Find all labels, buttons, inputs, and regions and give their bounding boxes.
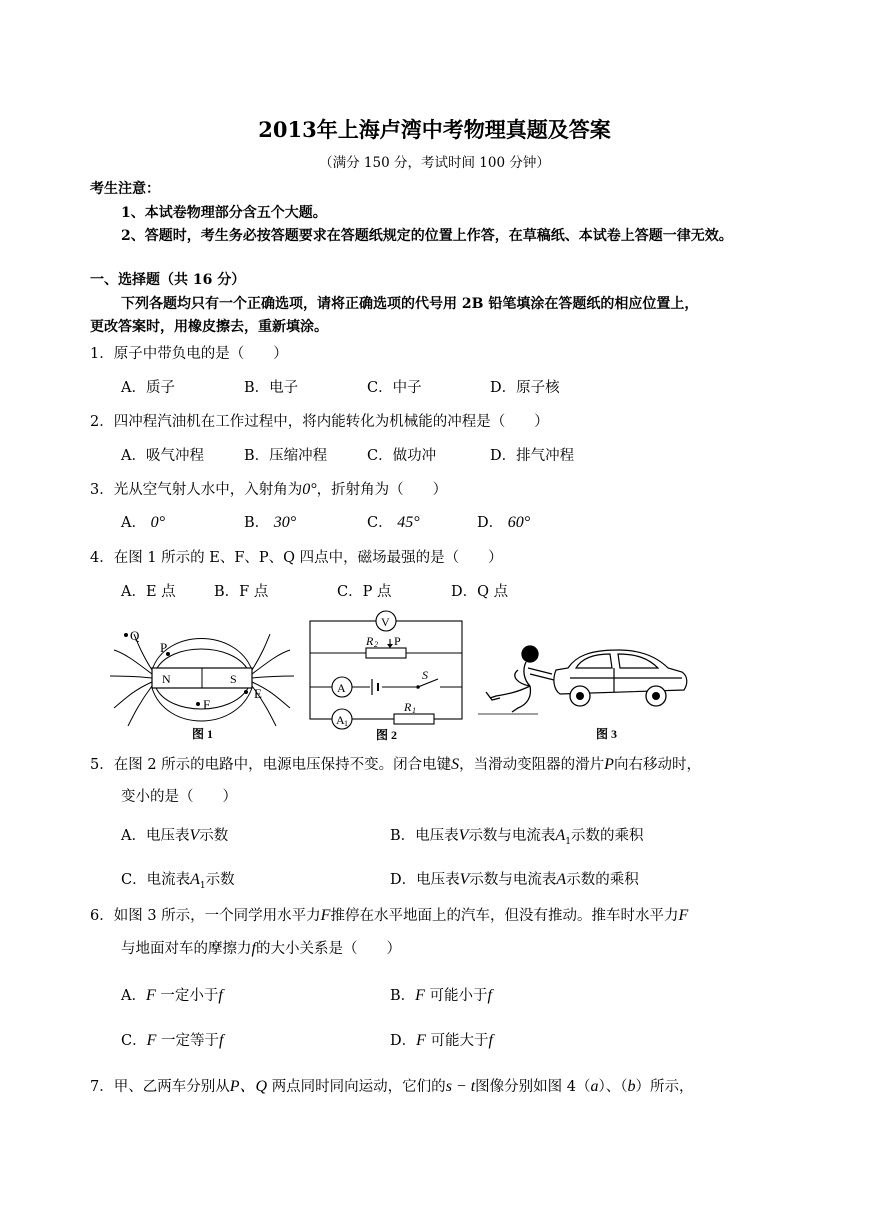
q7-text-5: ）所示，	[635, 1079, 694, 1095]
q5-option-a	[121, 824, 228, 845]
fig2-switch-label: S	[422, 668, 428, 682]
fig2-voltmeter-label: V	[381, 615, 390, 629]
fig1-label-n: N	[162, 672, 171, 686]
fig2-r1-label: R	[404, 700, 412, 714]
q6-optD-friction: f	[488, 1032, 493, 1049]
fig2-r2-label: R	[366, 634, 374, 648]
q4-option-b: B．F 点	[214, 584, 269, 600]
q3-stem-suffix: ，折射角为（ ）	[316, 482, 448, 498]
figure-2-circuit	[300, 605, 470, 743]
question-5-line-2: 变小的是（ ）	[121, 789, 237, 805]
q6-text-2: 推停在水平地面上的汽车，但没有推动。推车时水平力	[330, 908, 679, 924]
q5-var-p: P	[604, 756, 614, 773]
q3-option-c	[367, 511, 420, 532]
q6-option-d	[390, 1029, 493, 1050]
q7-var-st: s − t	[445, 1078, 476, 1095]
q2-option-a: A．吸气冲程	[121, 448, 204, 464]
q5-optB-text-1: B．电压表	[390, 828, 459, 844]
question-4-stem: 4．在图 1 所示的 E、F、P、Q 四点中，磁场最强的是（ ）	[90, 550, 503, 566]
q6-optC-label: C．	[121, 1033, 147, 1049]
q3-option-b-label: B．	[244, 515, 270, 531]
question-6-line-1	[90, 904, 688, 925]
q5-optB-var-a: A	[555, 827, 566, 844]
q5-optA-text-2: 示数	[199, 828, 229, 844]
q6-var-friction: f	[251, 940, 256, 957]
q5-text-3: 向右移动时，	[613, 757, 701, 773]
q5-optD-text-1: D．电压表	[390, 872, 460, 888]
q6-optB-label: B．	[390, 988, 416, 1004]
q5-optC-var-a: A	[190, 871, 200, 888]
section-heading: 一、选择题（共 16 分）	[90, 272, 246, 288]
q7-var-b: b	[627, 1078, 636, 1095]
q3-option-a-label: A．	[121, 515, 146, 531]
page-subtitle: （满分 150 分，考试时间 100 分钟）	[319, 155, 550, 171]
q7-var-a: a	[590, 1078, 599, 1095]
q5-option-c	[121, 868, 235, 891]
q3-option-d-value: 60°	[507, 514, 531, 531]
q6-var-f2: F	[678, 907, 689, 924]
page-title: 2013年上海卢湾中考物理真题及答案	[258, 117, 611, 142]
question-6-line-2	[121, 937, 401, 958]
fig1-label-s: S	[230, 672, 237, 686]
q1-option-d: D．原子核	[490, 380, 560, 396]
q3-option-b-value: 30°	[273, 514, 297, 531]
question-2-stem: 2．四冲程汽油机在工作过程中，将内能转化为机械能的冲程是（ ）	[90, 414, 549, 430]
q3-option-b	[244, 511, 296, 532]
q7-var-pq: P、Q	[229, 1078, 268, 1095]
q6-optC-rel: 一定等于	[161, 1033, 219, 1049]
question-5-line-1	[90, 753, 701, 774]
q2-option-b: B．压缩冲程	[244, 448, 328, 464]
q5-optA-var-v: V	[189, 827, 200, 844]
q6-optB-rel: 可能小于	[429, 988, 488, 1004]
fig1-label-q: Q	[130, 628, 140, 643]
q6-optD-rel: 可能大于	[430, 1033, 489, 1049]
q3-option-c-label: C．	[367, 515, 393, 531]
q5-optD-text-2: 示数与电流表	[469, 872, 557, 888]
q2-option-d: D．排气冲程	[490, 448, 575, 464]
q6-optB-friction: f	[487, 987, 492, 1004]
q6-optA-friction: f	[218, 987, 223, 1004]
fig1-caption: 图 1	[192, 727, 214, 741]
section-instruction-1: 下列各题均只有一个正确选项，请将正确选项的代号用 2B 铅笔填涂在答题纸的相应位置上，	[121, 296, 699, 312]
q5-option-d	[390, 868, 639, 889]
q5-text-2: ，当滑动变阻器的滑片	[459, 757, 605, 773]
q3-option-d-label: D．	[477, 515, 504, 531]
q5-optD-var-v: V	[459, 871, 470, 888]
fig3-caption: 图 3	[596, 727, 618, 741]
figure-3-push-car	[478, 640, 693, 742]
fig2-ammeter-a1-sub: 1	[344, 719, 348, 728]
question-3-stem	[90, 478, 447, 499]
section-instruction-2: 更改答案时，用橡皮擦去，重新填涂。	[90, 319, 328, 335]
q6-option-c	[121, 1029, 223, 1050]
question-7-line-1	[90, 1073, 694, 1096]
q1-option-b: B．电子	[244, 380, 299, 396]
q1-option-a: A．质子	[121, 380, 175, 396]
q6-var-f1: F	[320, 907, 331, 924]
q6-optD-f: F	[416, 1032, 426, 1049]
fig2-ammeter-a-label: A	[337, 681, 346, 695]
fig2-slider-label: P	[394, 634, 401, 648]
q5-optA-text-1: A．电压表	[121, 828, 190, 844]
q6-option-b	[390, 984, 492, 1005]
q5-optC-text-1: C．电流表	[121, 872, 191, 888]
q3-option-a-value: 0°	[150, 514, 165, 531]
fig2-r2-sub: 2	[374, 640, 378, 649]
q6-optB-f: F	[415, 987, 425, 1004]
q3-option-d	[477, 511, 530, 532]
q3-stem-value: 0°	[302, 481, 317, 498]
q6-optC-friction: f	[219, 1032, 224, 1049]
notice-item-1: 1、本试卷物理部分含五个大题。	[121, 205, 327, 221]
q5-var-s: S	[451, 756, 460, 773]
fig2-caption: 图 2	[376, 728, 398, 742]
q5-optB-text-3: 示数的乘积	[570, 828, 644, 844]
q6-text-3: 与地面对车的摩擦力	[121, 941, 252, 957]
question-1-stem: 1．原子中带负电的是（ ）	[90, 346, 288, 362]
fig1-label-f: F	[203, 697, 211, 712]
q6-option-a	[121, 984, 223, 1005]
q5-optD-var-a: A	[556, 871, 567, 888]
fig2-ammeter-a1-label: A	[336, 713, 345, 727]
q7-text-3: 图像分别如图 4（	[475, 1079, 591, 1095]
q6-optA-label: A．	[121, 988, 146, 1004]
q5-option-b	[390, 824, 643, 847]
q5-optB-text-2: 示数与电流表	[468, 828, 556, 844]
figure-1-magnet-field	[106, 618, 296, 743]
fig1-label-p: P	[160, 640, 168, 655]
q5-optB-sub: 1	[565, 836, 571, 847]
q5-optD-text-3: 示数的乘积	[566, 872, 639, 888]
q2-option-c: C．做功冲	[367, 448, 437, 464]
q3-option-c-value: 45°	[397, 514, 420, 531]
notice-heading: 考生注意：	[90, 181, 160, 197]
q6-optA-f: F	[145, 987, 156, 1004]
notice-item-2: 2、答题时，考生务必按答题要求在答题纸规定的位置上作答，在草稿纸、本试卷上答题一律无效。	[121, 228, 733, 244]
q6-optA-rel: 一定小于	[160, 988, 219, 1004]
q5-optB-var-v: V	[458, 827, 469, 844]
fig2-r1-sub: 1	[412, 706, 416, 715]
q3-option-a	[121, 511, 165, 532]
q4-option-a: A．E 点	[121, 584, 176, 600]
q5-text-1: 5．在图 2 所示的电路中，电源电压保持不变。闭合电键	[90, 757, 452, 773]
q5-optC-sub: 1	[199, 880, 206, 891]
q3-stem-prefix: 3．光从空气射人水中，入射角为	[90, 482, 303, 498]
q7-text-2: 两点同时同向运动，它们的	[271, 1079, 446, 1095]
fig1-label-e: E	[254, 686, 262, 701]
q5-optC-text-2: 示数	[205, 872, 235, 888]
q6-optC-f: F	[146, 1032, 157, 1049]
q4-option-d: D．Q 点	[451, 584, 509, 600]
q6-optD-label: D．	[390, 1033, 417, 1049]
q4-option-c: C．P 点	[337, 584, 392, 600]
q6-text-4: 的大小关系是（ ）	[255, 941, 401, 957]
q7-text-4: ）、（	[598, 1079, 628, 1095]
q6-text-1: 6．如图 3 所示，一个同学用水平力	[90, 908, 321, 924]
q1-option-c: C．中子	[367, 380, 422, 396]
q7-text-1: 7．甲、乙两车分别从	[90, 1079, 230, 1095]
